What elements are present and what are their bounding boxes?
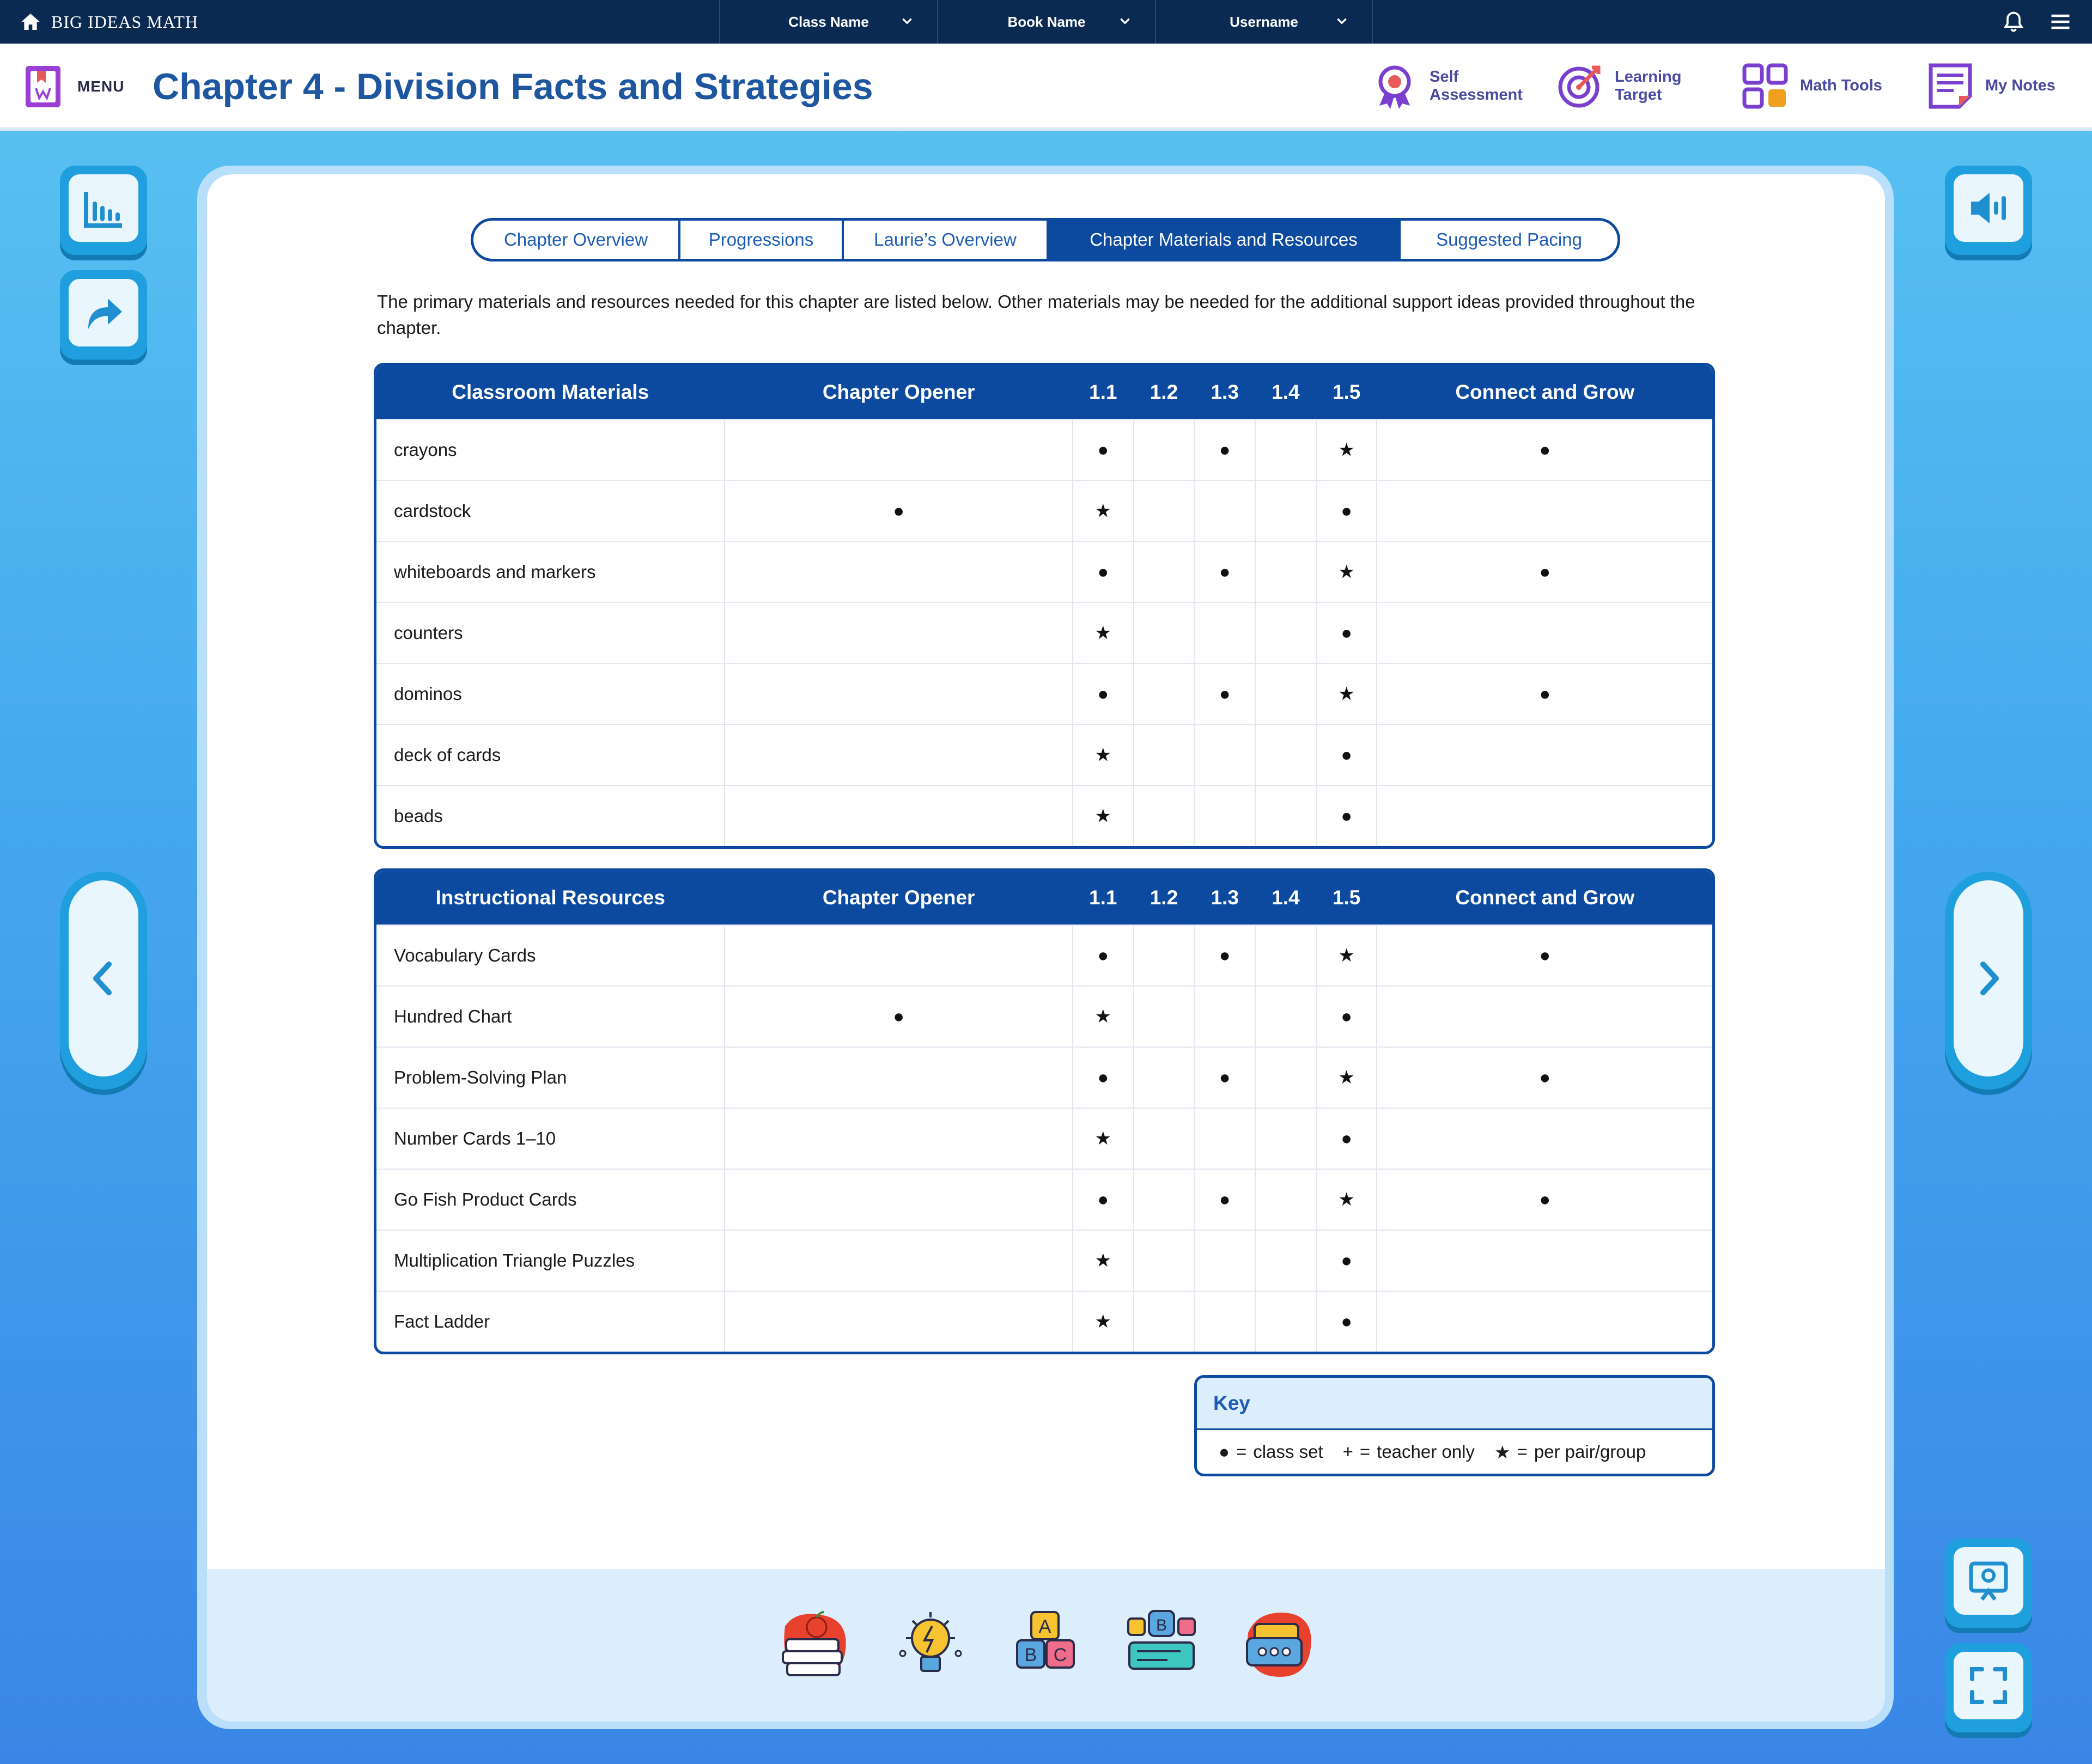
table-cell <box>1133 1231 1194 1291</box>
brand-name: BIG IDEAS MATH <box>51 11 198 32</box>
material-name: beads <box>394 806 443 826</box>
table-cell: ● <box>1316 1292 1377 1352</box>
previous-page-button[interactable] <box>60 872 147 1090</box>
table-row <box>376 602 1712 663</box>
table-cell <box>724 542 1072 602</box>
table-cell <box>724 664 1072 724</box>
table-cell <box>1376 481 1712 541</box>
column-header: Chapter Opener <box>724 871 1072 924</box>
table-body <box>376 924 1712 1352</box>
table-cell: ★ <box>1072 481 1133 541</box>
table-cell: ● <box>1376 542 1712 602</box>
table-cell <box>1133 481 1194 541</box>
user-dropdown-label: Username <box>1230 13 1298 30</box>
table-cell <box>1376 603 1712 663</box>
table-cell: ● <box>1194 1170 1255 1230</box>
table-cell <box>1376 786 1712 846</box>
table-cell <box>724 1109 1072 1169</box>
table-cell <box>1376 1109 1712 1169</box>
material-name: Number Cards 1–10 <box>394 1128 556 1148</box>
table-cell: ● <box>1316 725 1377 785</box>
table-row <box>376 986 1712 1047</box>
key-symbol: ● <box>1219 1441 1230 1462</box>
game-console-icon[interactable] <box>1236 1604 1318 1686</box>
table-cell <box>1133 1048 1194 1108</box>
class-dropdown[interactable] <box>719 0 937 44</box>
column-header: 1.3 <box>1194 871 1255 924</box>
notes-icon <box>1926 62 1974 110</box>
table-cell: ● <box>1316 603 1377 663</box>
table-row <box>376 419 1712 480</box>
material-name: Multiplication Triangle Puzzles <box>394 1250 635 1270</box>
table-cell: ● <box>1194 664 1255 724</box>
key-symbol: ★ <box>1494 1441 1511 1462</box>
vocabulary-card-icon[interactable] <box>1121 1604 1202 1686</box>
chevron-down-icon <box>900 14 914 28</box>
table-cell <box>1255 1109 1316 1169</box>
material-name: Fact Ladder <box>394 1311 490 1331</box>
tab-progressions[interactable]: Progressions <box>680 221 844 259</box>
book-menu-icon <box>24 64 62 109</box>
table-cell <box>1194 1231 1255 1291</box>
table-cell <box>1255 664 1316 724</box>
table-cell <box>1133 786 1194 846</box>
key-item-per-pair-group <box>1494 1441 1646 1463</box>
resource-footer <box>207 1569 1885 1722</box>
table-cell: ● <box>1072 1170 1133 1230</box>
book-dropdown[interactable] <box>937 0 1155 44</box>
table-cell: ● <box>724 987 1072 1047</box>
table-cell <box>724 1231 1072 1291</box>
table-row <box>376 924 1712 986</box>
key-legend <box>1194 1375 1715 1476</box>
bell-icon[interactable] <box>2002 10 2026 34</box>
material-name: dominos <box>394 684 462 704</box>
table-cell: ★ <box>1316 664 1377 724</box>
instructional-resources-table <box>374 868 1715 1354</box>
material-name: Problem-Solving Plan <box>394 1067 567 1087</box>
table-cell <box>724 786 1072 846</box>
column-header: 1.2 <box>1133 871 1194 924</box>
column-header: Instructional Resources <box>435 886 665 909</box>
math-tools-button[interactable] <box>1741 62 1882 110</box>
menu-label: MENU <box>77 78 125 95</box>
table-row <box>376 663 1712 724</box>
table-cell <box>1133 1170 1194 1230</box>
table-cell <box>1376 987 1712 1047</box>
key-title: Key <box>1197 1378 1712 1430</box>
key-items <box>1197 1430 1712 1474</box>
table-cell: ★ <box>1316 926 1377 986</box>
key-item-teacher-only <box>1343 1441 1475 1462</box>
table-cell <box>1133 420 1194 480</box>
key-equals: = <box>1517 1441 1528 1462</box>
table-cell <box>1133 603 1194 663</box>
table-header-row <box>376 366 1712 419</box>
table-cell: ★ <box>1316 542 1377 602</box>
top-bar <box>0 0 2092 44</box>
material-name: Go Fish Product Cards <box>394 1189 577 1209</box>
fullscreen-icon <box>1966 1663 2011 1708</box>
table-cell <box>724 725 1072 785</box>
share-button[interactable] <box>60 270 147 360</box>
table-cell <box>1194 1109 1255 1169</box>
table-cell: ● <box>1194 542 1255 602</box>
classroom-materials-table <box>374 363 1715 849</box>
chevron-left-icon <box>87 957 120 1000</box>
table-cell <box>1255 1048 1316 1108</box>
content-panel <box>207 174 1885 1722</box>
table-cell: ★ <box>1072 603 1133 663</box>
material-name: crayons <box>394 440 457 460</box>
hamburger-menu-icon[interactable] <box>2048 10 2072 34</box>
column-header: Chapter Opener <box>724 366 1072 419</box>
column-header: Connect and Grow <box>1377 871 1712 924</box>
table-cell: ● <box>1072 1048 1133 1108</box>
award-ribbon-icon <box>1371 62 1419 110</box>
table-cell <box>1133 542 1194 602</box>
table-cell <box>1194 481 1255 541</box>
table-cell: ● <box>1376 420 1712 480</box>
fullscreen-button[interactable] <box>1945 1643 2032 1732</box>
svg-text:A: A <box>1038 1616 1051 1637</box>
table-row <box>376 1169 1712 1230</box>
table-cell <box>1255 1231 1316 1291</box>
learning-target-label: Learning Target <box>1615 68 1682 104</box>
column-header: 1.4 <box>1255 366 1316 419</box>
table-cell: ● <box>1194 1048 1255 1108</box>
book-dropdown-label: Book Name <box>1007 13 1086 30</box>
column-header: Connect and Grow <box>1377 366 1712 419</box>
table-cell <box>724 1048 1072 1108</box>
table-cell: ● <box>1194 420 1255 480</box>
table-cell: ● <box>1316 786 1377 846</box>
key-label: teacher only <box>1377 1441 1475 1462</box>
tab-lauries-overview[interactable]: Laurie’s Overview <box>844 221 1049 259</box>
table-cell <box>1133 926 1194 986</box>
table-cell: ● <box>1376 1170 1712 1230</box>
chapter-tabs <box>471 218 1620 261</box>
table-row <box>376 785 1712 846</box>
user-dropdown[interactable] <box>1155 0 1373 44</box>
table-cell <box>1194 725 1255 785</box>
column-header: 1.5 <box>1316 871 1377 924</box>
learning-target-button[interactable] <box>1556 62 1681 110</box>
table-cell <box>724 603 1072 663</box>
chevron-right-icon <box>1972 957 2005 1000</box>
books-apple-icon[interactable] <box>774 1604 856 1686</box>
key-symbol: + <box>1342 1441 1353 1462</box>
material-name: Hundred Chart <box>394 1006 512 1026</box>
column-header: 1.5 <box>1316 366 1377 419</box>
chevron-down-icon <box>1118 14 1132 28</box>
table-row <box>376 1108 1712 1169</box>
table-cell: ● <box>1316 481 1377 541</box>
column-header: 1.3 <box>1194 366 1255 419</box>
material-name: whiteboards and markers <box>394 562 596 582</box>
self-assessment-label: Self Assessment <box>1430 68 1523 104</box>
present-button[interactable] <box>1945 1538 2032 1628</box>
table-cell <box>1133 664 1194 724</box>
column-header: 1.1 <box>1072 871 1133 924</box>
my-notes-button[interactable] <box>1926 62 2055 110</box>
lightbulb-icon[interactable] <box>890 1604 971 1686</box>
svg-text:C: C <box>1053 1645 1067 1665</box>
column-header: 1.2 <box>1133 366 1194 419</box>
target-icon <box>1556 62 1604 110</box>
svg-text:B: B <box>1156 1616 1167 1634</box>
key-equals: = <box>1359 1441 1371 1462</box>
material-name: Vocabulary Cards <box>394 945 536 965</box>
intro-text: The primary materials and resources needed for this chapter are listed below. Other materials may be needed for the additional support ideas provided throughout the chapter. <box>377 291 1695 338</box>
table-cell <box>1255 987 1316 1047</box>
progress-report-button[interactable] <box>60 166 147 255</box>
table-cell: ● <box>1376 926 1712 986</box>
table-row <box>376 541 1712 602</box>
table-cell: ● <box>1072 926 1133 986</box>
table-cell <box>1255 786 1316 846</box>
tab-suggested-pacing[interactable]: Suggested Pacing <box>1436 229 1582 250</box>
key-label: per pair/group <box>1534 1441 1646 1462</box>
table-cell: ★ <box>1316 1048 1377 1108</box>
table-cell: ● <box>1376 1048 1712 1108</box>
table-cell <box>1255 1170 1316 1230</box>
table-row <box>376 724 1712 785</box>
my-notes-label: My Notes <box>1985 77 2055 95</box>
table-cell <box>1194 603 1255 663</box>
table-cell <box>1376 1292 1712 1352</box>
next-page-button[interactable] <box>1945 872 2032 1090</box>
table-cell <box>1255 926 1316 986</box>
table-row <box>376 1230 1712 1291</box>
table-cell <box>1376 1231 1712 1291</box>
table-cell <box>1255 603 1316 663</box>
material-name: cardstock <box>394 501 471 521</box>
math-tools-icon <box>1741 62 1789 110</box>
key-label: class set <box>1253 1441 1323 1462</box>
home-icon <box>20 11 41 33</box>
table-cell <box>1255 725 1316 785</box>
table-cell: ● <box>1072 542 1133 602</box>
table-cell: ★ <box>1072 1109 1133 1169</box>
material-name: counters <box>394 623 463 643</box>
table-header-row <box>376 871 1712 924</box>
table-cell <box>1133 1292 1194 1352</box>
brand[interactable] <box>20 0 198 44</box>
table-row <box>376 480 1712 541</box>
table-cell: ● <box>1316 1231 1377 1291</box>
table-cell: ★ <box>1072 1292 1133 1352</box>
svg-text:B: B <box>1024 1645 1037 1665</box>
table-cell <box>1255 542 1316 602</box>
table-cell <box>1255 420 1316 480</box>
class-dropdown-label: Class Name <box>788 13 869 30</box>
table-cell <box>724 1292 1072 1352</box>
table-cell: ★ <box>1072 786 1133 846</box>
table-cell <box>1376 725 1712 785</box>
table-cell <box>1133 725 1194 785</box>
column-header: 1.4 <box>1255 871 1316 924</box>
table-cell <box>1133 1109 1194 1169</box>
table-cell: ● <box>1316 987 1377 1047</box>
table-cell <box>1255 481 1316 541</box>
table-cell: ● <box>1376 664 1712 724</box>
table-body <box>376 419 1712 846</box>
column-header: 1.1 <box>1072 366 1133 419</box>
table-cell: ★ <box>1072 725 1133 785</box>
key-equals: = <box>1236 1441 1247 1462</box>
table-cell: ● <box>724 481 1072 541</box>
abc-blocks-icon[interactable] <box>1005 1604 1087 1686</box>
table-cell: ● <box>1316 1109 1377 1169</box>
table-cell: ★ <box>1072 1231 1133 1291</box>
bar-chart-icon <box>81 185 126 231</box>
column-header: Classroom Materials <box>452 381 649 403</box>
speaker-icon <box>1966 185 2011 231</box>
table-cell: ● <box>1072 420 1133 480</box>
presentation-icon <box>1966 1558 2011 1604</box>
material-name: deck of cards <box>394 745 501 765</box>
table-cell: ● <box>1072 664 1133 724</box>
table-cell: ★ <box>1316 1170 1377 1230</box>
table-row <box>376 1047 1712 1108</box>
page-title: Chapter 4 - Division Facts and Strategies <box>153 66 873 107</box>
audio-button[interactable] <box>1945 166 2032 255</box>
tab-chapter-materials-and-resources[interactable]: Chapter Materials and Resources <box>1049 221 1401 259</box>
table-cell <box>724 926 1072 986</box>
chevron-down-icon <box>1335 14 1349 28</box>
tab-chapter-overview[interactable]: Chapter Overview <box>473 221 680 259</box>
table-row <box>376 1291 1712 1352</box>
table-cell: ● <box>1194 926 1255 986</box>
table-cell: ★ <box>1072 987 1133 1047</box>
key-item-class-set <box>1219 1441 1323 1462</box>
table-cell <box>1194 987 1255 1047</box>
table-cell <box>1133 987 1194 1047</box>
self-assessment-button[interactable] <box>1371 62 1523 110</box>
share-arrow-icon <box>81 290 126 336</box>
table-cell <box>1194 786 1255 846</box>
menu-button[interactable] <box>24 64 124 109</box>
table-cell <box>1194 1292 1255 1352</box>
math-tools-label: Math Tools <box>1800 77 1882 95</box>
table-cell: ★ <box>1316 420 1377 480</box>
page-header <box>0 44 2092 131</box>
table-cell <box>724 420 1072 480</box>
table-cell <box>1255 1292 1316 1352</box>
table-cell <box>724 1170 1072 1230</box>
